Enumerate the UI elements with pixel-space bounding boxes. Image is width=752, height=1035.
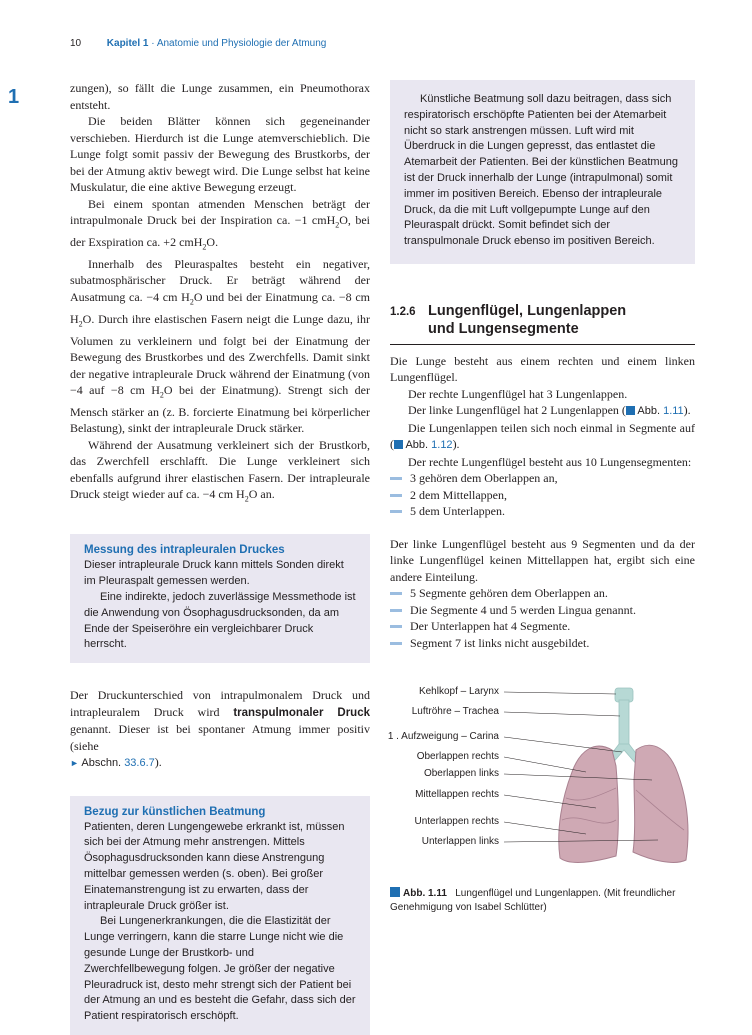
info-box-ventilation — [70, 796, 370, 1035]
page-number: 10 — [70, 38, 82, 49]
info-box-continued — [390, 80, 695, 264]
info-box-measurement — [70, 534, 370, 663]
info-box-title: Bezug zur künstlichen Beatmung — [84, 805, 266, 818]
info-box-title: Messung des intrapleuralen Druckes — [84, 544, 285, 557]
info-box-text: Bei Lungenerkrankungen, die die Elastizität der Lunge verringern, kann die starre Lunge nicht wie die gesunde Lunge der Brustkorb- und Zwerchfellbewegung folgen. Je größer der negative Pleuradruck ist, desto mehr strengt sich der Patient bei der Atmung an und es besteht die Gefahr, dass sich der Patient respiratorisch erschöpft. — [84, 915, 356, 1023]
leader-line — [504, 712, 620, 716]
list-item: 5 Segmente gehören dem Oberlappen an. — [390, 585, 695, 602]
paragraph: zungen), so fällt die Lunge zusammen, ein Pneumothorax entsteht. — [70, 81, 370, 112]
left-lung-shape — [633, 745, 688, 862]
figure-label: Luftröhre – Trachea — [411, 706, 499, 717]
section-reference-link[interactable]: 33.6.7 — [124, 757, 155, 770]
chapter-label: Kapitel 1 — [106, 38, 149, 49]
trachea-shape — [619, 700, 629, 746]
leader-line — [504, 757, 586, 772]
paragraph: Der Druckunterschied von intrapulmonalem Druck und intrapleuralem Druck wird transpulmonaler Druck genannt. Dieser ist bei spontaner Atmung immer positiv (siehe ► Abschn. 33.6.7). — [70, 688, 370, 770]
left-column — [70, 80, 370, 1035]
paragraph: Die Lungenlappen teilen sich noch einmal in Segmente auf ( Abb. 1.12). — [390, 420, 695, 452]
figure-label: Unterlappen links — [421, 836, 499, 847]
figure-caption-text: Lungenflügel und Lungenlappen. (Mit freundlicher Genehmigung von Isabel Schlütter) — [390, 888, 676, 913]
figure-label: Oberlappen links — [423, 768, 499, 779]
list-item: 3 gehören dem Oberlappen an, — [390, 470, 695, 487]
section-number: 1.2.6 — [390, 305, 416, 318]
paragraph: Die Lunge besteht aus einem rechten und einem linken Lungenflügel. — [390, 353, 695, 385]
info-box-text: Patienten, deren Lungengewebe erkrankt ist, müssen sich bei der Atmung mehr anstrengen. Mittels Ösophagusdrucksonden kann diese Anstrengung mittelbar gemessen werden (s. oben). Bei großer Einatemanstrengung ist zu erwarten, dass der intrapleurale Druck größer ist. — [84, 820, 345, 912]
bold-term: transpulmonaler Druck — [233, 706, 370, 719]
paragraph: Der rechte Lungenflügel besteht aus 10 Lungensegmenten: — [408, 454, 692, 469]
figure-label: Unterlappen rechts — [414, 816, 499, 827]
paragraph: Der linke Lungenflügel besteht aus 9 Segmenten und da der linke Lungenflügel keinen Mittellappen hat, ergibt sich eine andere Einteilung. — [390, 536, 695, 584]
leader-line — [504, 692, 616, 694]
figure-reference-icon — [626, 406, 635, 415]
paragraph: Innerhalb des Pleuraspaltes besteht ein negativer, subatmosphärischer Druck. Er beträgt während der Ausatmung ca. −4 cm $H_2O$ und bei der Einatmung ca. −8 cm $H_2O$. Durch ihre elastischen Fasern neigt die Lunge dazu, ihr Volumen zu verkleinern und folgt bei der Einatmung der Bewegung des Brustkorbes und des Zwerchfells. Damit sinkt der negative intrapleurale Druck während der Einatmung (von −4 auf −8 cm $H_2O$ bei der Einatmung). Strengt sich der Mensch stärker an (z. B. forcierte Einatmung bei körperlicher Belastung), sinkt der intrapleurale Druck stärker. — [70, 256, 371, 436]
list-item: 5 dem Unterlappen. — [390, 503, 695, 520]
figure-label: Mittellappen rechts — [415, 789, 499, 800]
figure-label: Kehlkopf – Larynx — [418, 686, 499, 697]
chapter-title: Anatomie und Physiologie der Atmung — [156, 38, 327, 49]
list-item: Segment 7 ist links nicht ausgebildet. — [390, 635, 695, 652]
list-item: 2 dem Mittellappen, — [390, 487, 695, 504]
figure-marker-icon — [390, 887, 400, 897]
figure-reference-icon — [394, 440, 403, 449]
paragraph: Der rechte Lungenflügel hat 3 Lungenlappen. — [408, 386, 628, 401]
figure-caption-label: Abb. 1.11 — [403, 888, 447, 899]
running-head — [70, 38, 326, 49]
section-title: und Lungensegmente — [428, 320, 579, 337]
info-box-text: Künstliche Beatmung soll dazu beitragen, dass sich respiratorisch erschöpfte Patienten bei der Atemarbeit nicht so stark anstrengen müssen. Luft wird mit Überdruck in die Lungen gepresst, das entlastet die Atemarbeit der Patienten. Bei der künstlichen Beatmung ist der Druck innerhalb der Lunge (intrapulmonal) somit immer im positiven Bereich. Ebenso der intrapleurale Druck, da die mit Luft vollgepumpte Lunge auf den Pleuraspalt drückt. Somit befindet sich der transpulmonale Druck ebenso im positiven Bereich. — [404, 93, 678, 248]
paragraph: Die beiden Blätter können sich gegeneinander verschieben. Hierdurch ist die Lunge atemverschieblich. Die Lunge folgt somit passiv der Bewegung des Brustkorbs, der bei der Atmung aktiv bewegt wird. Die Lunge selbst hat keine Muskulatur, die eine aktive Bewegung erzeugt. — [70, 114, 370, 194]
paragraph: Bei einem spontan atmenden Menschen beträgt der intrapulmonale Druck bei der Inspiration ca. −1 cmH$_2$O, bei der Exspiration ca. +2 cmH$_2$O. — [70, 196, 370, 252]
list-item: Die Segmente 4 und 5 werden Lingua genannt. — [390, 602, 695, 619]
paragraph: Während der Ausatmung verkleinert sich der Brustkorb, das Zwerchfell erschlafft. Die Lunge verkleinert sich ebenfalls aufgrund ihrer elastischen Fasern. Der intrapleurale Druck steigt wieder auf ca. −4 cm $H_2O$ an. — [70, 437, 370, 504]
leader-line — [504, 737, 622, 752]
info-box-text: Dieser intrapleurale Druck kann mittels Sonden direkt im Pleuraspalt gemessen werden. — [84, 559, 344, 588]
lung-figure — [387, 680, 695, 880]
right-lung-shape — [559, 746, 619, 862]
figure-reference-link[interactable]: 1.11 — [663, 405, 684, 418]
info-box-text: Eine indirekte, jedoch zuverlässige Messmethode ist die Anwendung von Ösophagusdrucksonden, da am Ende der Speiseröhre ein vergleichbarer Druck herrscht. — [84, 590, 356, 651]
right-column — [390, 80, 695, 651]
section-title: Lungenflügel, Lungenlappen — [428, 302, 627, 319]
figure-reference-link[interactable]: 1.12 — [431, 439, 453, 452]
paragraph: Der linke Lungenflügel hat 2 Lungenlappen ( Abb. 1.11). — [408, 403, 691, 418]
figure-label: 1 . Aufzweigung – Carina — [387, 731, 499, 742]
header-separator: · — [148, 38, 157, 49]
bullet-list — [390, 470, 695, 520]
bullet-list — [390, 585, 695, 651]
chapter-side-tab — [0, 80, 42, 118]
figure-label: Oberlappen rechts — [416, 751, 499, 762]
reference-arrow-icon: ► — [70, 758, 79, 769]
section-heading — [390, 302, 695, 345]
chapter-side-tab-number: 1 — [8, 86, 20, 108]
list-item: Der Unterlappen hat 4 Segmente. — [390, 618, 695, 635]
figure-caption — [390, 887, 695, 915]
